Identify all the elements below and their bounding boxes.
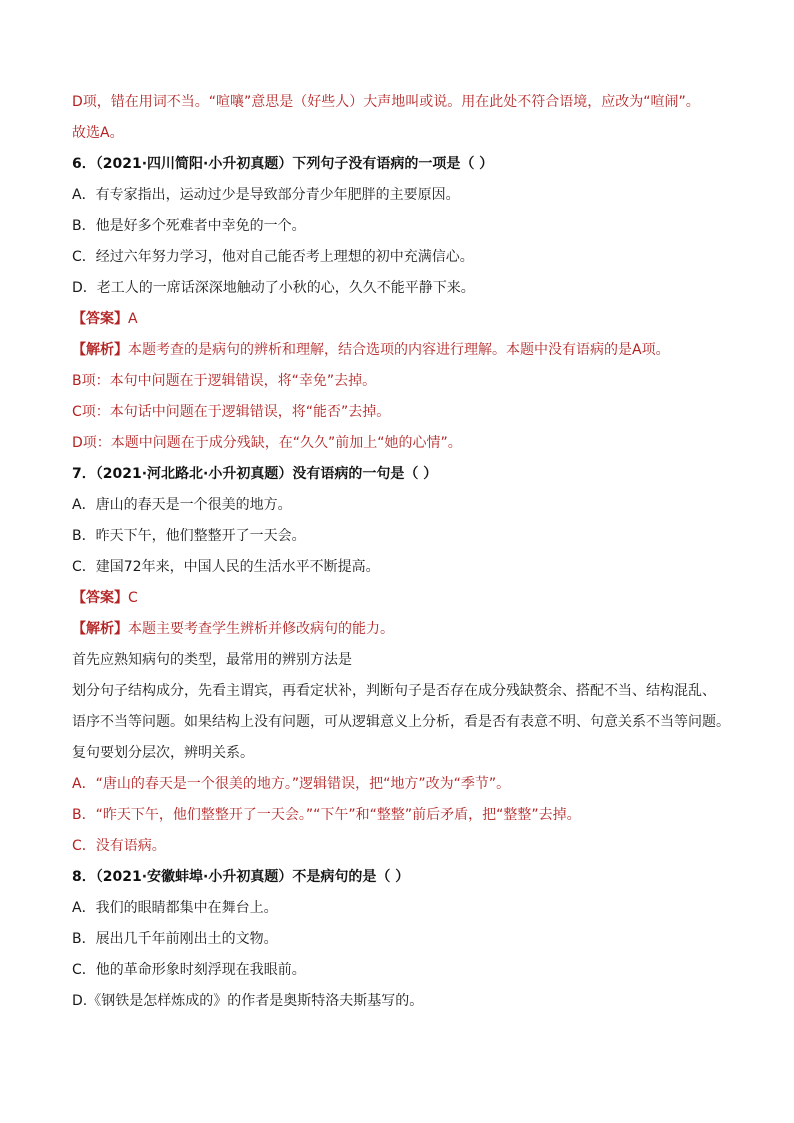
q7-reason-c: C．没有语病。 (72, 838, 166, 854)
q8-option-a: A．我们的眼睛都集中在舞台上。 (72, 900, 278, 916)
q6-note-b: B项：本句中问题在于逻辑错误，将“幸免”去掉。 (72, 373, 377, 389)
q6-answer (72, 309, 732, 340)
answer-tag: 【答案】 (72, 311, 128, 327)
q6-note-c: C项：本句话中问题在于逻辑错误，将“能否”去掉。 (72, 404, 391, 420)
q7-para-3: 语序不当等问题。如果结构上没有问题，可从逻辑意义上分析，看是否有表意不明、句意关系不当等问题。 (72, 714, 730, 730)
q6-option-b: B．他是好多个死难者中幸免的一个。 (72, 218, 306, 234)
explanation-tag: 【解析】 (72, 621, 128, 637)
document-page (72, 92, 732, 1022)
q7-answer (72, 588, 732, 619)
question-6: 6．（2021·四川简阳·小升初真题）下列句子没有语病的一项是（ ） (72, 156, 494, 172)
explanation-text: 本题考查的是病句的辨析和理解，结合选项的内容进行理解。本题中没有语病的是A项。 (128, 342, 670, 358)
q7-para-2: 划分句子结构成分，先看主谓宾，再看定状补，判断句子是否存在成分残缺赘余、搭配不当、结构混乱、 (72, 683, 716, 699)
q7-option-c: C．建国72年来，中国人民的生活水平不断提高。 (72, 559, 380, 575)
prev-conclusion: 故选A。 (72, 125, 124, 141)
q7-reason-b: B．“昨天下午，他们整整开了一天会。”“下午”和“整整”前后矛盾，把“整整”去掉。 (72, 807, 581, 823)
answer-value: C (128, 590, 138, 606)
q7-para-4: 复句要划分层次，辨明关系。 (72, 745, 254, 761)
q8-option-d: D.《钢铁是怎样炼成的》的作者是奥斯特洛夫斯基写的。 (72, 993, 424, 1009)
explanation-tag: 【解析】 (72, 342, 128, 358)
q7-reason-a: A．“唐山的春天是一个很美的地方。”逻辑错误，把“地方”改为“季节”。 (72, 776, 511, 792)
q7-option-b: B．昨天下午，他们整整开了一天会。 (72, 528, 306, 544)
answer-value: A (128, 311, 138, 327)
q7-explanation (72, 619, 732, 650)
explanation-text: 本题主要考查学生辨析并修改病句的能力。 (128, 621, 394, 637)
q7-option-a: A．唐山的春天是一个很美的地方。 (72, 497, 292, 513)
question-8: 8．（2021·安徽蚌埠·小升初真题）不是病句的是（ ） (72, 869, 410, 885)
q8-option-c: C．他的革命形象时刻浮现在我眼前。 (72, 962, 306, 978)
prev-explanation-d: D项，错在用词不当。“喧嚷”意思是（好些人）大声地叫或说。用在此处不符合语境，应改为“喧闹”。 (72, 94, 700, 110)
q6-option-d: D．老工人的一席话深深地触动了小秋的心，久久不能平静下来。 (72, 280, 475, 296)
question-7: 7．（2021·河北路北·小升初真题）没有语病的一句是（ ） (72, 466, 438, 482)
q6-note-d: D项：本题中问题在于成分残缺，在“久久”前加上“她的心情”。 (72, 435, 462, 451)
q6-explanation (72, 340, 732, 371)
q8-option-b: B．展出几千年前刚出土的文物。 (72, 931, 278, 947)
answer-tag: 【答案】 (72, 590, 128, 606)
q6-option-a: A．有专家指出，运动过少是导致部分青少年肥胖的主要原因。 (72, 187, 460, 203)
q6-option-c: C．经过六年努力学习，他对自己能否考上理想的初中充满信心。 (72, 249, 474, 265)
q7-para-1: 首先应熟知病句的类型，最常用的辨别方法是 (72, 652, 352, 668)
